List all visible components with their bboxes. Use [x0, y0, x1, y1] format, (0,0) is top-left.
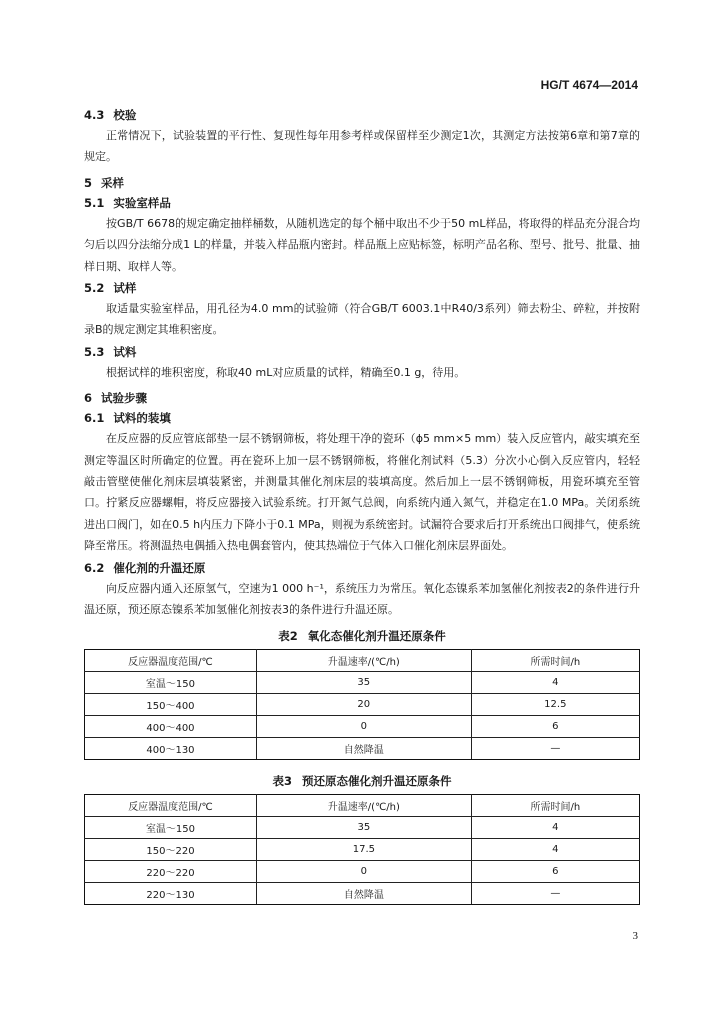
- document-body: [84, 104, 640, 905]
- table-header-cell: 反应器温度范围/℃: [85, 794, 257, 816]
- table-cell: —: [471, 882, 639, 904]
- table-header-cell: 所需时间/h: [471, 794, 639, 816]
- table-cell: 0: [256, 860, 471, 882]
- table-cell: 400～130: [85, 737, 257, 759]
- table-cell: 220～220: [85, 860, 257, 882]
- table-row: [85, 715, 640, 737]
- table-cell: 12.5: [471, 693, 639, 715]
- section-heading-5-2: 5.2 试样: [84, 281, 137, 296]
- table-header-row: [85, 649, 640, 671]
- table-cell: 220～130: [85, 882, 257, 904]
- table-2-caption: 表2 氧化态催化剂升温还原条件: [278, 628, 446, 643]
- table-cell: 400～400: [85, 715, 257, 737]
- table-3-caption: 表3 预还原态催化剂升温还原条件: [272, 773, 452, 788]
- section-text-5-2: 取适量实验室样品，用孔径为4.0 mm的试验筛（符合GB/T 6003.1中R40/3系列）筛去粉尘、碎粒，并按附录B的规定测定其堆积密度。: [84, 302, 640, 337]
- table-cell: 0: [256, 715, 471, 737]
- section-heading-5-1: 5.1 实验室样品: [84, 195, 171, 210]
- table-cell: 室温～150: [85, 816, 257, 838]
- section-text-5-1: 按GB/T 6678的规定确定抽样桶数，从随机选定的每个桶中取出不少于50 mL样品，将取得的样品充分混合均匀后以四分法缩分成1 L的样量，并装入样品瓶内密封。样品瓶上应贴标签，标明产品名称、型号、批号、批量、抽样日期、取样人等。: [84, 216, 640, 273]
- section-heading-5: 5 采样: [84, 175, 125, 190]
- table-cell: 室温～150: [85, 671, 257, 693]
- table-cell: 4: [471, 816, 639, 838]
- table-cell: 6: [471, 860, 639, 882]
- table-header-row: [85, 794, 640, 816]
- table-3: [84, 794, 640, 905]
- table-cell: 6: [471, 715, 639, 737]
- table-row: [85, 882, 640, 904]
- table-row: [85, 671, 640, 693]
- table-cell: 4: [471, 671, 639, 693]
- table-row: [85, 860, 640, 882]
- table-2: [84, 649, 640, 760]
- table-cell: 150～220: [85, 838, 257, 860]
- table-row: [85, 816, 640, 838]
- table-header-cell: 反应器温度范围/℃: [85, 649, 257, 671]
- table-header-cell: 升温速率/(℃/h): [256, 794, 471, 816]
- table-cell: 150～400: [85, 693, 257, 715]
- table-header-cell: 升温速率/(℃/h): [256, 649, 471, 671]
- section-heading-6-1: 6.1 试料的装填: [84, 411, 171, 426]
- table-header-cell: 所需时间/h: [471, 649, 639, 671]
- table-cell: 自然降温: [256, 737, 471, 759]
- table-cell: 20: [256, 693, 471, 715]
- table-row: [85, 737, 640, 759]
- table-cell: 35: [256, 816, 471, 838]
- section-heading-5-3: 5.3 试料: [84, 344, 137, 359]
- section-text-6-1: 在反应器的反应管底部垫一层不锈钢筛板，将处理干净的瓷环（ϕ5 mm×5 mm）装入反应管内，敲实填充至测定等温区时所确定的位置。再在瓷环上加一层不锈钢筛板，将催化剂试料（5.3）分次小心倒入反应管内，轻轻敲击管壁使催化剂床层填装紧密，并测量其催化剂床层的装填高度。然后加上一层不锈钢筛板，用瓷环填充至管口。拧紧反应器螺帽，将反应器接入试验系统。打开氮气总阀，向系统内通入氮气，并稳定在1.0 MPa。关闭系统进出口阀门，如在0.5 h内压力下降小于0.1 MPa，则视为系统密封。试漏符合要求后打开系统出口阀排气，使系统降至常压。将测温热电偶插入热电偶套管内，使其热端位于气体入口催化剂床层界面处。: [84, 432, 640, 553]
- table-row: [85, 693, 640, 715]
- section-heading-6-2: 6.2 催化剂的升温还原: [84, 560, 206, 575]
- table-cell: —: [471, 737, 639, 759]
- table-row: [85, 838, 640, 860]
- section-heading-6: 6 试验步骤: [84, 391, 148, 406]
- table-cell: 4: [471, 838, 639, 860]
- section-heading-4-3: 4.3 校验: [84, 108, 137, 122]
- section-text-4-3: 正常情况下，试验装置的平行性、复现性每年用参考样或保留样至少测定1次，其测定方法按第6章和第7章的规定。: [84, 129, 640, 164]
- table-cell: 自然降温: [256, 882, 471, 904]
- table-cell: 35: [256, 671, 471, 693]
- page-number: 3: [632, 930, 638, 942]
- section-text-6-2: 向反应器内通入还原氢气，空速为1 000 h⁻¹，系统压力为常压。氧化态镍系苯加氢催化剂按表2的条件进行升温还原，预还原态镍系苯加氢催化剂按表3的条件进行升温还原。: [84, 581, 640, 617]
- table-cell: 17.5: [256, 838, 471, 860]
- standard-code: HG/T 4674—2014: [540, 78, 638, 92]
- section-text-5-3: 根据试样的堆积密度，称取40 mL对应质量的试样，精确至0.1 g，待用。: [106, 365, 466, 379]
